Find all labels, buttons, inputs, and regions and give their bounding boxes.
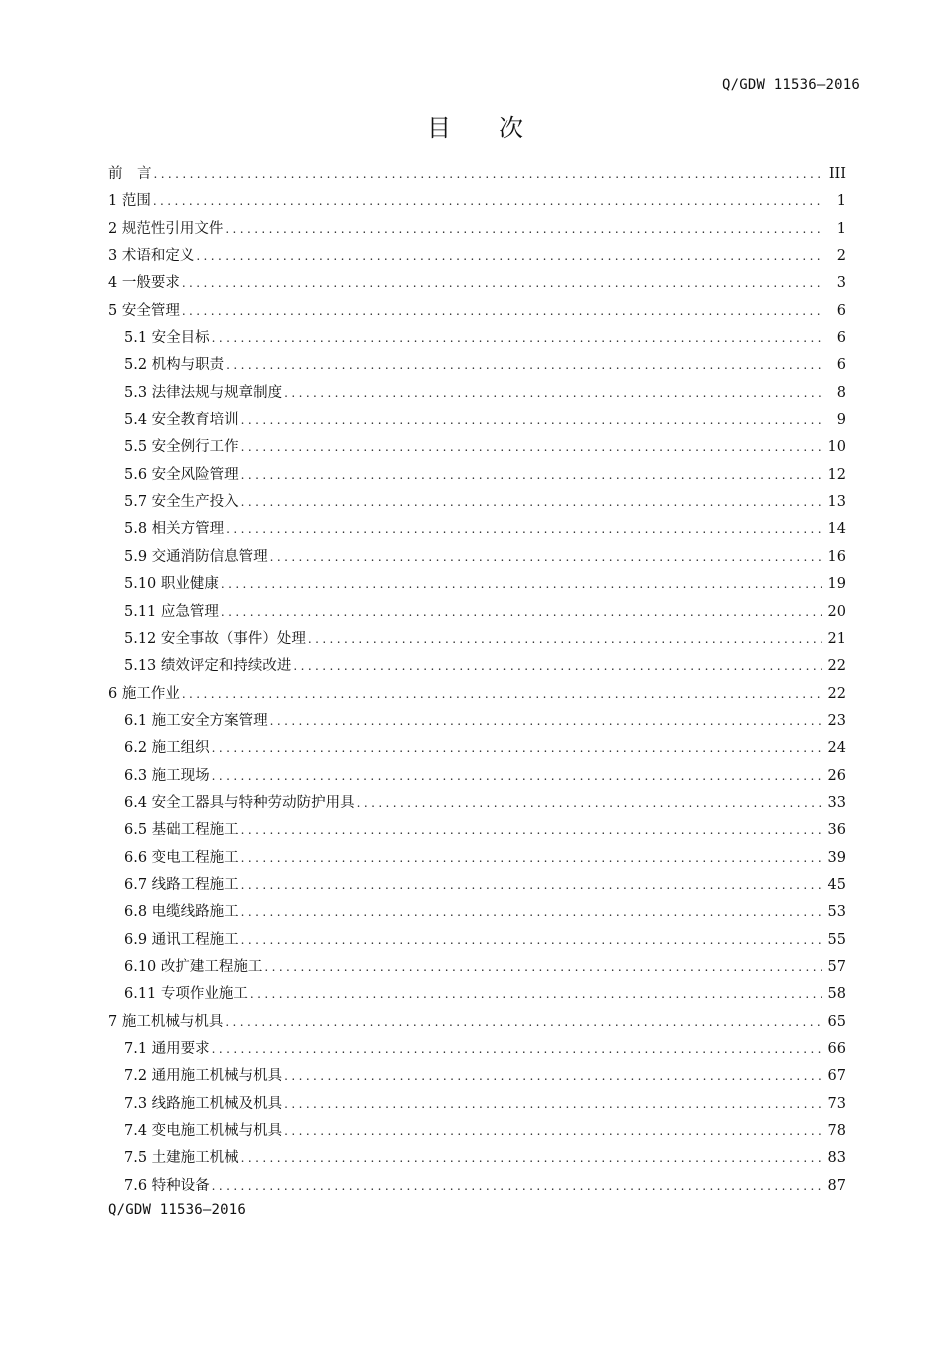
toc-dot-leader bbox=[241, 817, 822, 844]
toc-dot-leader bbox=[293, 653, 821, 680]
toc-entry-label: 6.10 改扩建工程施工 bbox=[124, 958, 263, 975]
toc-entry-page: 13 bbox=[827, 494, 846, 511]
toc-entry[interactable] bbox=[108, 845, 846, 872]
toc-entry-page: 2 bbox=[836, 248, 846, 265]
toc-entry-page: 6 bbox=[836, 302, 846, 319]
toc-entry[interactable] bbox=[108, 927, 846, 954]
toc-dot-leader bbox=[241, 872, 822, 899]
toc-entry-page: 1 bbox=[836, 193, 846, 210]
toc-entry-page: 78 bbox=[827, 1123, 846, 1140]
toc-entry[interactable] bbox=[108, 899, 846, 926]
toc-dot-leader bbox=[212, 1036, 822, 1063]
toc-dot-leader bbox=[241, 489, 822, 516]
toc-dot-leader bbox=[270, 544, 822, 571]
toc-entry-page: 1 bbox=[836, 220, 846, 237]
toc-dot-leader bbox=[250, 981, 822, 1008]
toc-entry-label: 5.8 相关方管理 bbox=[124, 521, 225, 538]
toc-entry-label: 5.4 安全教育培训 bbox=[124, 412, 239, 429]
toc-dot-leader bbox=[182, 270, 822, 297]
toc-entry-label: 6.5 基础工程施工 bbox=[124, 822, 239, 839]
table-of-contents bbox=[108, 161, 846, 1200]
toc-entry[interactable] bbox=[108, 735, 846, 762]
toc-dot-leader bbox=[221, 571, 822, 598]
toc-entry-page: 65 bbox=[827, 1013, 846, 1030]
toc-entry-label: 5.2 机构与职责 bbox=[124, 357, 225, 374]
toc-entry-page: 9 bbox=[836, 412, 846, 429]
toc-entry-page: 6 bbox=[836, 330, 846, 347]
toc-entry[interactable] bbox=[108, 681, 846, 708]
toc-entry-label: 3 术语和定义 bbox=[108, 248, 195, 265]
toc-entry-label: 7.1 通用要求 bbox=[124, 1041, 210, 1057]
toc-entry[interactable] bbox=[108, 653, 846, 680]
toc-dot-leader bbox=[241, 899, 822, 926]
toc-dot-leader bbox=[212, 325, 822, 352]
toc-dot-leader bbox=[270, 708, 822, 735]
toc-entry-page: 87 bbox=[827, 1177, 846, 1194]
toc-entry[interactable] bbox=[108, 790, 846, 817]
toc-entry[interactable] bbox=[108, 434, 846, 461]
toc-entry-page: 67 bbox=[827, 1068, 846, 1085]
toc-entry-label: 7.2 通用施工机械与机具 bbox=[124, 1068, 283, 1085]
toc-entry[interactable] bbox=[108, 161, 846, 188]
toc-entry-label: 6.8 电缆线路施工 bbox=[124, 904, 239, 921]
toc-entry-page: 58 bbox=[827, 986, 846, 1003]
toc-entry-page: 3 bbox=[836, 275, 846, 292]
toc-entry-label: 5.1 安全目标 bbox=[124, 330, 210, 347]
toc-entry[interactable] bbox=[108, 352, 846, 379]
toc-entry-label: 6.2 施工组织 bbox=[124, 740, 210, 757]
toc-entry[interactable] bbox=[108, 1036, 846, 1063]
toc-dot-leader bbox=[241, 462, 822, 489]
toc-dot-leader bbox=[357, 790, 822, 817]
toc-entry[interactable] bbox=[108, 872, 846, 899]
toc-entry-label: 4 一般要求 bbox=[108, 275, 180, 292]
toc-entry[interactable] bbox=[108, 571, 846, 598]
toc-entry[interactable] bbox=[108, 708, 846, 735]
toc-entry-label: 5.6 安全风险管理 bbox=[124, 466, 239, 483]
toc-dot-leader bbox=[226, 352, 822, 379]
toc-entry-page: 36 bbox=[827, 822, 846, 839]
toc-dot-leader bbox=[241, 407, 822, 434]
toc-entry-page: 66 bbox=[827, 1041, 846, 1057]
toc-entry-label: 前 言 bbox=[108, 166, 152, 182]
toc-entry-page: III bbox=[828, 166, 846, 182]
toc-entry-page: 73 bbox=[827, 1095, 846, 1112]
toc-entry-label: 1 范围 bbox=[108, 193, 151, 210]
toc-entry[interactable] bbox=[108, 462, 846, 489]
toc-entry-label: 7.4 变电施工机械与机具 bbox=[124, 1123, 283, 1140]
toc-entry-label: 6.6 变电工程施工 bbox=[124, 849, 239, 866]
toc-entry-page: 10 bbox=[827, 439, 846, 456]
toc-entry-page: 19 bbox=[827, 576, 846, 593]
toc-entry[interactable] bbox=[108, 1118, 846, 1145]
toc-entry[interactable] bbox=[108, 544, 846, 571]
footer-doc-code: Q/GDW 11536—2016 bbox=[108, 1202, 247, 1218]
toc-dot-leader bbox=[241, 845, 822, 872]
toc-dot-leader bbox=[196, 243, 822, 270]
toc-dot-leader bbox=[241, 434, 822, 461]
toc-dot-leader bbox=[154, 161, 823, 188]
toc-entry[interactable] bbox=[108, 954, 846, 981]
toc-entry-label: 5.11 应急管理 bbox=[124, 603, 219, 620]
toc-entry-label: 6 施工作业 bbox=[108, 685, 180, 702]
toc-entry[interactable] bbox=[108, 298, 846, 325]
toc-dot-leader bbox=[284, 1063, 821, 1090]
toc-entry[interactable] bbox=[108, 1063, 846, 1090]
toc-entry[interactable] bbox=[108, 380, 846, 407]
toc-dot-leader bbox=[221, 599, 822, 626]
toc-entry-label: 7.6 特种设备 bbox=[124, 1177, 210, 1194]
toc-entry[interactable] bbox=[108, 489, 846, 516]
toc-entry-page: 33 bbox=[827, 794, 846, 811]
toc-entry-page: 22 bbox=[827, 658, 846, 675]
toc-entry-label: 7 施工机械与机具 bbox=[108, 1013, 224, 1030]
toc-dot-leader bbox=[225, 1009, 821, 1036]
toc-dot-leader bbox=[212, 735, 822, 762]
toc-entry-label: 5.10 职业健康 bbox=[124, 576, 219, 593]
toc-dot-leader bbox=[226, 516, 821, 543]
toc-entry[interactable] bbox=[108, 243, 846, 270]
toc-entry-page: 6 bbox=[836, 357, 846, 374]
page-title bbox=[0, 108, 950, 143]
toc-entry-page: 20 bbox=[827, 603, 846, 620]
toc-dot-leader bbox=[284, 1091, 821, 1118]
toc-entry[interactable] bbox=[108, 817, 846, 844]
toc-dot-leader bbox=[182, 298, 822, 325]
toc-dot-leader bbox=[284, 1118, 821, 1145]
toc-entry-page: 12 bbox=[827, 466, 846, 483]
toc-entry-label: 6.3 施工现场 bbox=[124, 767, 210, 784]
toc-entry[interactable] bbox=[108, 325, 846, 352]
toc-entry-label: 6.4 安全工器具与特种劳动防护用具 bbox=[124, 794, 355, 811]
toc-entry-label: 6.7 线路工程施工 bbox=[124, 876, 239, 893]
toc-entry-label: 5.3 法律法规与规章制度 bbox=[124, 384, 283, 401]
toc-dot-leader bbox=[241, 927, 822, 954]
toc-entry-label: 5.13 绩效评定和持续改进 bbox=[124, 658, 292, 675]
toc-entry-page: 83 bbox=[827, 1150, 846, 1167]
toc-entry-page: 55 bbox=[827, 931, 846, 948]
toc-entry[interactable] bbox=[108, 763, 846, 790]
toc-dot-leader bbox=[284, 380, 822, 407]
toc-entry-label: 2 规范性引用文件 bbox=[108, 220, 224, 237]
toc-entry-page: 53 bbox=[827, 904, 846, 921]
toc-entry[interactable] bbox=[108, 1173, 846, 1200]
toc-entry[interactable] bbox=[108, 407, 846, 434]
toc-entry-label: 6.9 通讯工程施工 bbox=[124, 931, 239, 948]
toc-entry-page: 57 bbox=[827, 958, 846, 975]
toc-entry-label: 5.12 安全事故（事件）处理 bbox=[124, 630, 306, 647]
toc-entry[interactable] bbox=[108, 216, 846, 243]
toc-entry-label: 5 安全管理 bbox=[108, 302, 180, 319]
toc-entry-page: 14 bbox=[827, 521, 846, 538]
toc-entry[interactable] bbox=[108, 1009, 846, 1036]
toc-entry[interactable] bbox=[108, 981, 846, 1008]
toc-dot-leader bbox=[264, 954, 821, 981]
toc-entry-label: 5.5 安全例行工作 bbox=[124, 439, 239, 456]
toc-entry[interactable] bbox=[108, 516, 846, 543]
header-doc-code: Q/GDW 11536—2016 bbox=[721, 77, 860, 93]
toc-entry-label: 6.1 施工安全方案管理 bbox=[124, 712, 268, 729]
toc-entry[interactable] bbox=[108, 1145, 846, 1172]
toc-entry-page: 16 bbox=[827, 548, 846, 565]
toc-entry-page: 45 bbox=[827, 876, 846, 893]
toc-entry-page: 22 bbox=[827, 685, 846, 702]
toc-entry[interactable] bbox=[108, 1091, 846, 1118]
page-title-first: 目 bbox=[427, 114, 451, 143]
toc-entry-label: 7.3 线路施工机械及机具 bbox=[124, 1095, 283, 1112]
toc-dot-leader bbox=[212, 763, 822, 790]
toc-dot-leader bbox=[308, 626, 822, 653]
toc-entry[interactable] bbox=[108, 599, 846, 626]
toc-entry-page: 21 bbox=[827, 630, 846, 647]
toc-dot-leader bbox=[153, 188, 822, 215]
toc-dot-leader bbox=[225, 216, 822, 243]
toc-entry-page: 26 bbox=[827, 767, 846, 784]
toc-entry-label: 5.9 交通消防信息管理 bbox=[124, 548, 268, 565]
toc-entry-page: 39 bbox=[827, 849, 846, 866]
toc-dot-leader bbox=[182, 681, 822, 708]
toc-entry[interactable] bbox=[108, 188, 846, 215]
toc-entry-page: 23 bbox=[827, 712, 846, 729]
toc-entry[interactable] bbox=[108, 626, 846, 653]
toc-entry-label: 5.7 安全生产投入 bbox=[124, 494, 239, 511]
toc-dot-leader bbox=[241, 1145, 822, 1172]
toc-entry-page: 24 bbox=[827, 740, 846, 757]
toc-dot-leader bbox=[212, 1173, 822, 1200]
toc-entry-label: 7.5 土建施工机械 bbox=[124, 1150, 239, 1167]
page-title-second: 次 bbox=[499, 114, 523, 143]
toc-entry-page: 8 bbox=[836, 384, 846, 401]
toc-entry-label: 6.11 专项作业施工 bbox=[124, 986, 248, 1003]
toc-entry[interactable] bbox=[108, 270, 846, 297]
